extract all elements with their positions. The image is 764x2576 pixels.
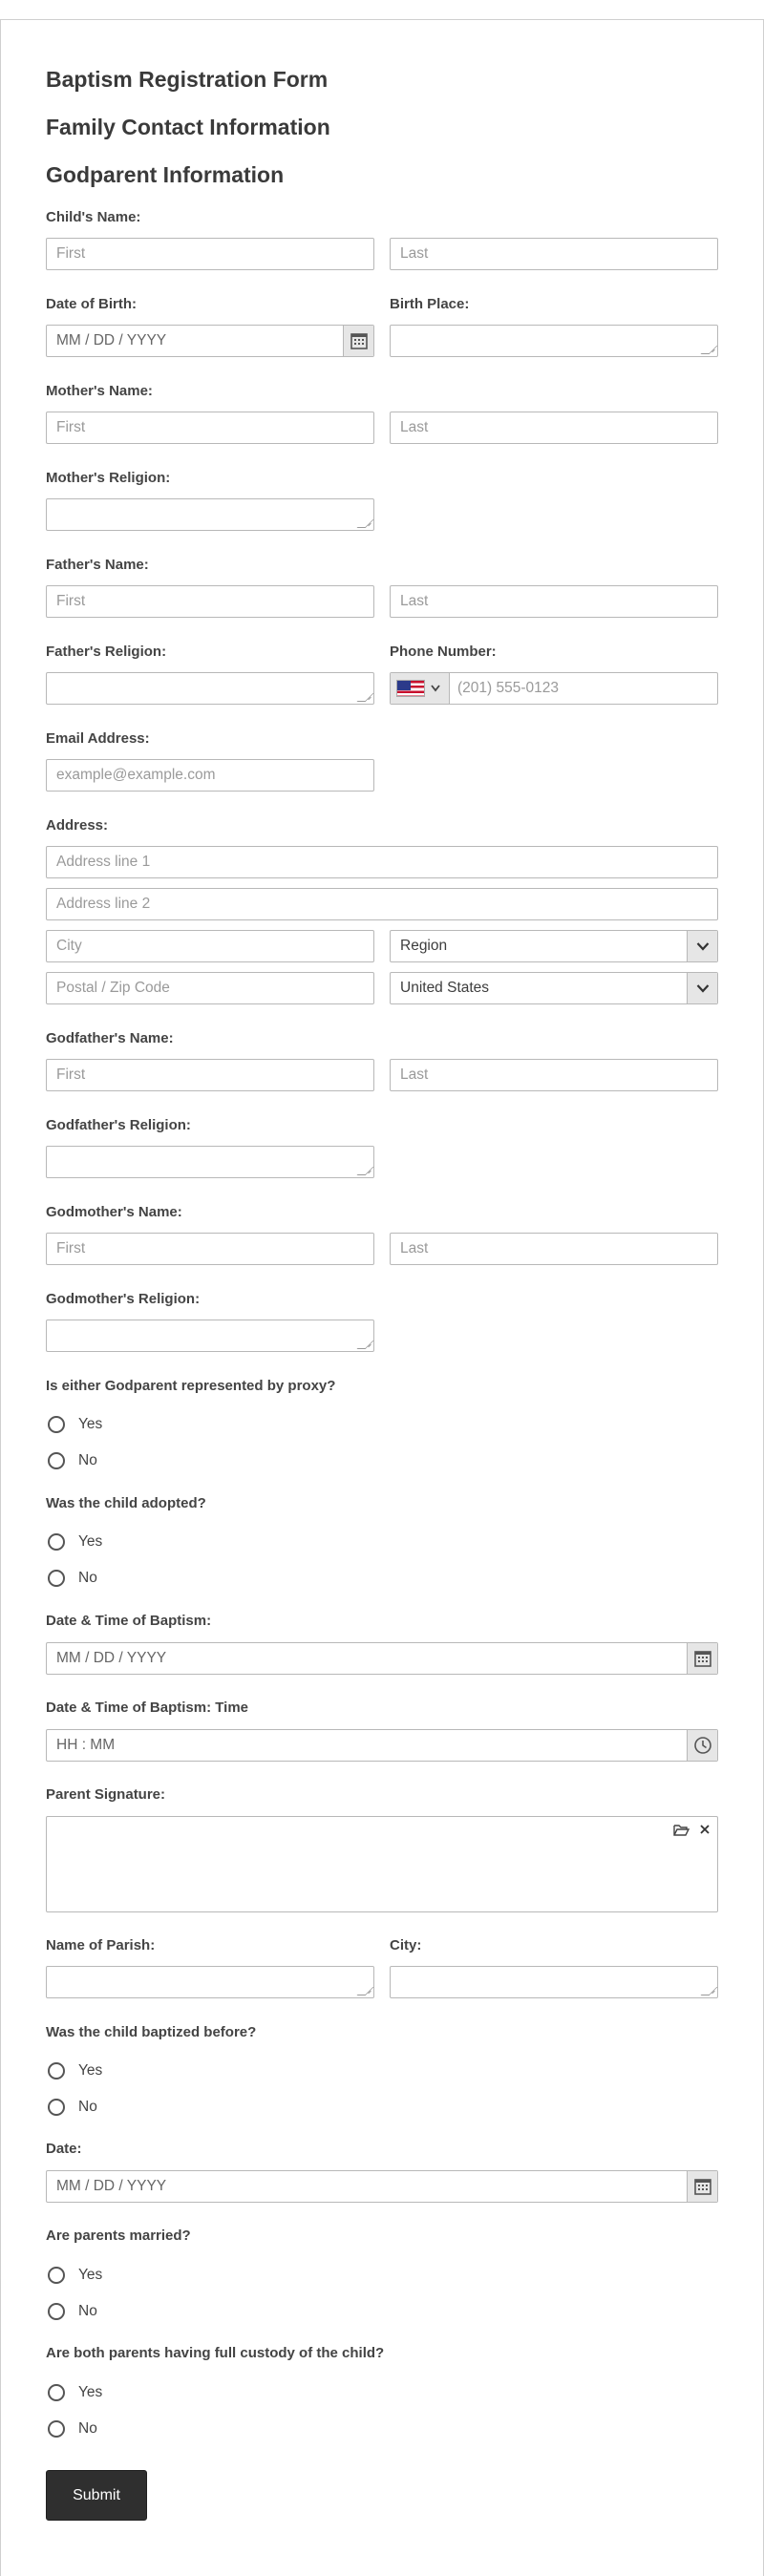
form-title: Baptism Registration Form [46,67,329,92]
date-input[interactable] [46,2170,718,2203]
radio-label: No [78,1570,97,1586]
child-last-name-input[interactable]: Last [390,238,718,270]
child-first-name-input[interactable]: First [46,238,374,270]
proxy-no-radio[interactable] [48,1452,97,1469]
mother-name-label: Mother's Name: [46,383,153,399]
baptized-before-no-radio[interactable] [48,2099,97,2116]
city-input[interactable]: City [46,930,374,962]
baptism-date-placeholder: MM / DD / YYYY [56,1650,167,1666]
custody-yes-radio[interactable] [48,2384,102,2401]
adopted-yes-radio[interactable] [48,1533,102,1551]
father-name-label: Father's Name: [46,557,149,573]
godfather-religion-label: Godfather's Religion: [46,1117,191,1133]
child-name-label: Child's Name: [46,209,141,225]
date-placeholder: MM / DD / YYYY [56,2178,167,2194]
proxy-question-label: Is either Godparent represented by proxy? [46,1378,336,1394]
mother-last-name-input[interactable]: Last [390,412,718,444]
godmother-religion-label: Godmother's Religion: [46,1291,201,1307]
postal-code-input[interactable]: Postal / Zip Code [46,972,374,1004]
mother-religion-label: Mother's Religion: [46,470,171,486]
mother-first-name-input[interactable]: First [46,412,374,444]
radio-label: No [78,2099,97,2115]
radio-label: Yes [78,2062,103,2079]
father-religion-label: Father's Religion: [46,644,167,660]
country-select[interactable] [390,972,718,1004]
godfather-religion-textarea[interactable] [46,1146,374,1178]
godmother-name-label: Godmother's Name: [46,1204,182,1220]
email-input[interactable]: example@example.com [46,759,374,792]
folder-open-icon[interactable] [673,1823,690,1838]
father-last-name-input[interactable]: Last [390,585,718,618]
chevron-down-icon [431,685,440,692]
region-select[interactable] [390,930,718,962]
baptism-time-label: Date & Time of Baptism: Time [46,1700,248,1716]
radio-label: Yes [78,1416,103,1432]
baptism-time-placeholder: HH : MM [56,1737,116,1753]
married-no-radio[interactable] [48,2303,97,2320]
dob-input[interactable] [46,325,374,357]
calendar-icon[interactable] [687,2171,717,2202]
birth-place-label: Birth Place: [390,296,470,312]
birth-place-textarea[interactable] [390,325,718,357]
godmother-first-name-input[interactable]: First [46,1233,374,1265]
parish-city-textarea[interactable] [390,1966,718,1998]
date-label: Date: [46,2141,82,2157]
father-first-name-input[interactable]: First [46,585,374,618]
godparent-section-heading: Godparent Information [46,162,285,187]
phone-placeholder: (201) 555-0123 [457,680,559,696]
country-code-dropdown[interactable] [391,673,450,704]
parish-name-label: Name of Parish: [46,1937,156,1953]
married-yes-radio[interactable] [48,2267,102,2284]
calendar-icon[interactable] [687,1643,717,1674]
radio-label: Yes [78,2267,103,2283]
country-value: United States [400,980,490,996]
signature-pad[interactable] [46,1816,718,1912]
baptism-date-input[interactable] [46,1642,718,1675]
radio-label: No [78,2420,97,2437]
address-label: Address: [46,817,109,834]
baptized-before-question-label: Was the child baptized before? [46,2024,257,2040]
godfather-name-label: Godfather's Name: [46,1030,174,1046]
email-label: Email Address: [46,730,150,747]
address-line2-input[interactable]: Address line 2 [46,888,718,920]
godfather-last-name-input[interactable]: Last [390,1059,718,1091]
married-question-label: Are parents married? [46,2228,191,2244]
submit-button[interactable]: Submit [46,2470,147,2521]
parish-name-textarea[interactable] [46,1966,374,1998]
proxy-yes-radio[interactable] [48,1416,102,1433]
mother-religion-textarea[interactable] [46,498,374,531]
region-value: Region [400,938,448,954]
chevron-down-icon [687,931,717,961]
signature-label: Parent Signature: [46,1786,166,1803]
phone-label: Phone Number: [390,644,497,660]
baptized-before-yes-radio[interactable] [48,2062,102,2080]
address-line1-input[interactable]: Address line 1 [46,846,718,878]
family-section-heading: Family Contact Information [46,115,330,139]
baptism-time-input[interactable] [46,1729,718,1762]
father-religion-textarea[interactable] [46,672,374,705]
godmother-religion-textarea[interactable] [46,1320,374,1352]
chevron-down-icon [687,973,717,1003]
adopted-question-label: Was the child adopted? [46,1495,206,1511]
radio-label: No [78,2303,97,2319]
calendar-icon[interactable] [343,326,373,356]
dob-placeholder: MM / DD / YYYY [56,332,167,348]
radio-label: No [78,1452,97,1468]
radio-label: Yes [78,1533,103,1550]
parish-city-label: City: [390,1937,422,1953]
godmother-last-name-input[interactable]: Last [390,1233,718,1265]
close-icon[interactable] [698,1823,711,1836]
clock-icon[interactable] [687,1730,717,1761]
baptism-date-label: Date & Time of Baptism: [46,1613,212,1629]
adopted-no-radio[interactable] [48,1570,97,1587]
godfather-first-name-input[interactable]: First [46,1059,374,1091]
custody-no-radio[interactable] [48,2420,97,2438]
dob-label: Date of Birth: [46,296,137,312]
radio-label: Yes [78,2384,103,2400]
phone-input[interactable] [390,672,718,705]
us-flag-icon [396,680,425,697]
custody-question-label: Are both parents having full custody of the child? [46,2345,385,2361]
